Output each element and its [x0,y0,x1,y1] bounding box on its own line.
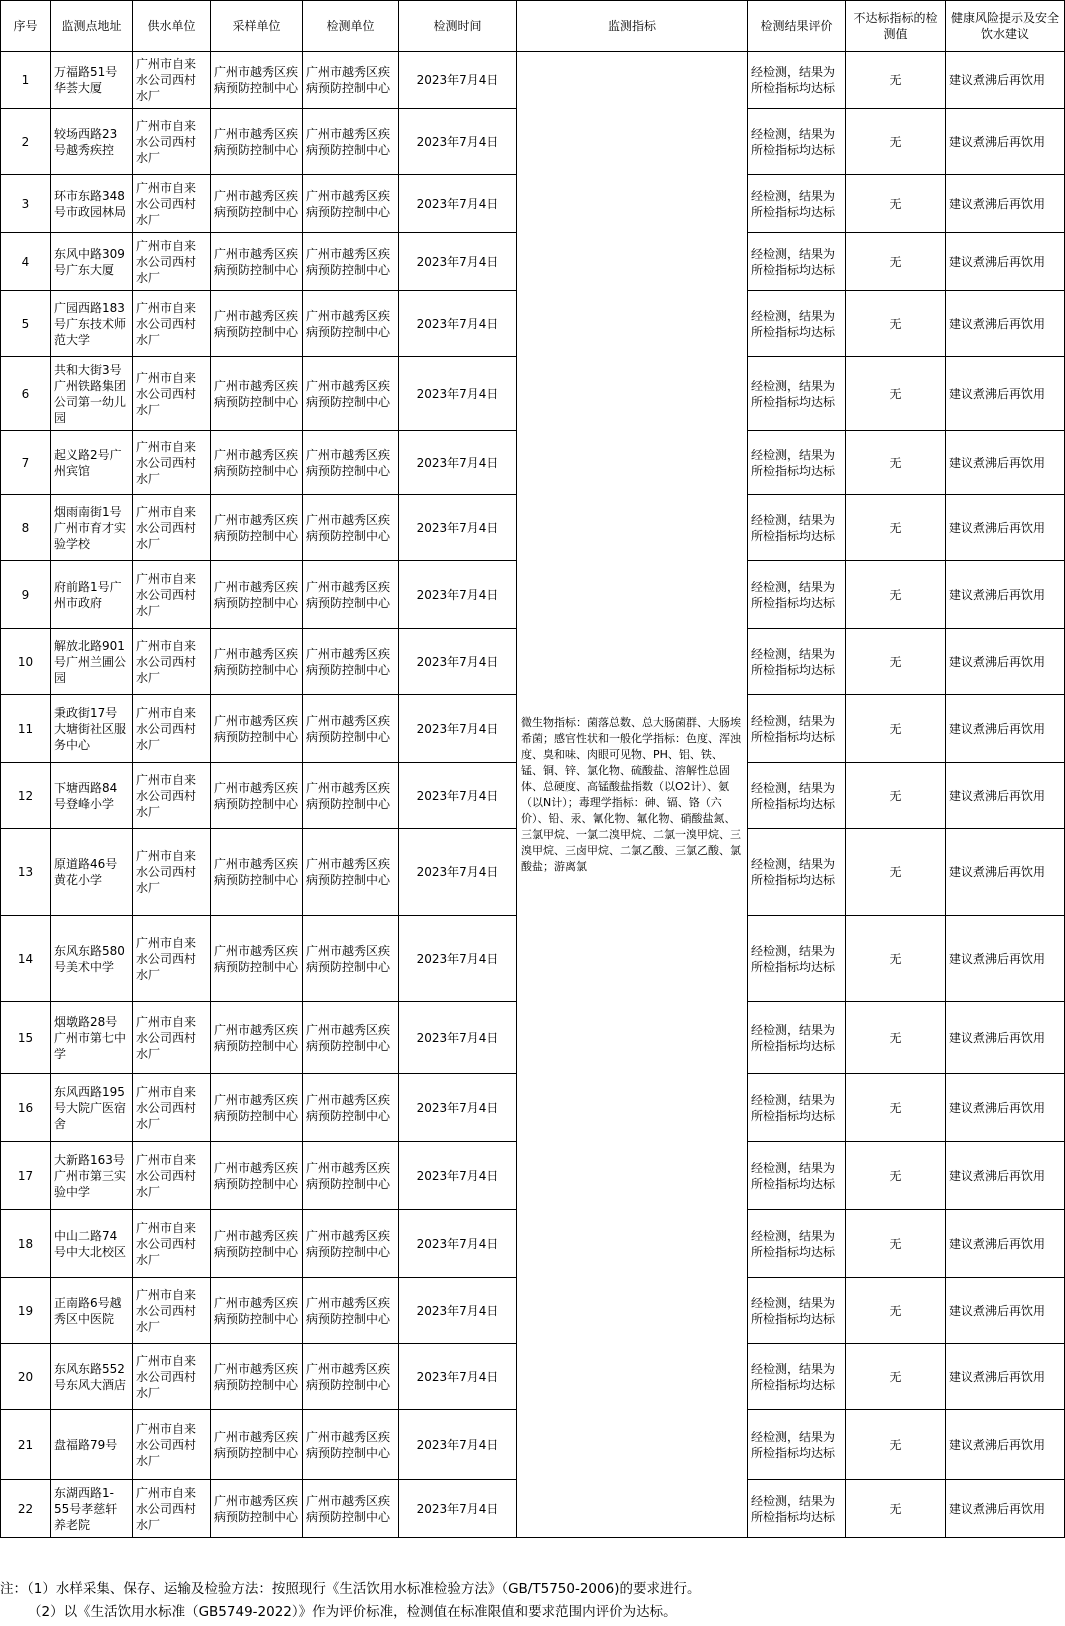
row-value: 无 [846,695,946,763]
row-tester: 广州市越秀区疾病预防控制中心 [303,1344,399,1410]
row-sampler: 广州市越秀区疾病预防控制中心 [211,1074,303,1142]
row-address: 解放北路901号广州兰圃公园 [51,629,133,695]
row-value: 无 [846,916,946,1002]
header-address: 监测点地址 [51,1,133,52]
row-number: 19 [1,1278,51,1344]
row-tester: 广州市越秀区疾病预防控制中心 [303,916,399,1002]
row-date: 2023年7月4日 [399,695,517,763]
row-advice: 建议煮沸后再饮用 [946,695,1065,763]
row-number: 18 [1,1210,51,1278]
row-sampler: 广州市越秀区疾病预防控制中心 [211,52,303,109]
row-sampler: 广州市越秀区疾病预防控制中心 [211,629,303,695]
row-supplier: 广州市自来水公司西村水厂 [133,561,211,629]
row-value: 无 [846,1142,946,1210]
row-value: 无 [846,357,946,431]
row-supplier: 广州市自来水公司西村水厂 [133,829,211,916]
row-date: 2023年7月4日 [399,357,517,431]
row-tester: 广州市越秀区疾病预防控制中心 [303,175,399,233]
row-sampler: 广州市越秀区疾病预防控制中心 [211,1344,303,1410]
row-address: 正南路6号越秀区中医院 [51,1278,133,1344]
row-advice: 建议煮沸后再饮用 [946,629,1065,695]
row-value: 无 [846,1074,946,1142]
row-result: 经检测，结果为所检指标均达标 [748,1410,846,1480]
row-advice: 建议煮沸后再饮用 [946,1210,1065,1278]
row-sampler: 广州市越秀区疾病预防控制中心 [211,829,303,916]
row-address: 万福路51号华荟大厦 [51,52,133,109]
row-date: 2023年7月4日 [399,629,517,695]
row-date: 2023年7月4日 [399,431,517,495]
row-result: 经检测，结果为所检指标均达标 [748,1278,846,1344]
row-date: 2023年7月4日 [399,1210,517,1278]
note-2: （2）以《生活饮用水标准（GB5749-2022）》作为评价标准，检测值在标准限值和要求范围内评价为达标。 [28,1604,677,1620]
row-sampler: 广州市越秀区疾病预防控制中心 [211,431,303,495]
row-sampler: 广州市越秀区疾病预防控制中心 [211,763,303,829]
row-date: 2023年7月4日 [399,561,517,629]
row-result: 经检测，结果为所检指标均达标 [748,916,846,1002]
row-advice: 建议煮沸后再饮用 [946,916,1065,1002]
row-advice: 建议煮沸后再饮用 [946,495,1065,561]
row-sampler: 广州市越秀区疾病预防控制中心 [211,1210,303,1278]
row-number: 9 [1,561,51,629]
header-supplier: 供水单位 [133,1,211,52]
row-value: 无 [846,829,946,916]
row-number: 22 [1,1480,51,1538]
row-value: 无 [846,1344,946,1410]
row-value: 无 [846,1410,946,1480]
row-supplier: 广州市自来水公司西村水厂 [133,1074,211,1142]
row-sampler: 广州市越秀区疾病预防控制中心 [211,233,303,291]
row-address: 较场西路23号越秀疾控 [51,109,133,175]
row-number: 7 [1,431,51,495]
row-advice: 建议煮沸后再饮用 [946,291,1065,357]
row-address: 烟墩路28号广州市第七中学 [51,1002,133,1074]
row-tester: 广州市越秀区疾病预防控制中心 [303,1410,399,1480]
row-sampler: 广州市越秀区疾病预防控制中心 [211,695,303,763]
row-number: 15 [1,1002,51,1074]
row-value: 无 [846,109,946,175]
row-result: 经检测，结果为所检指标均达标 [748,1210,846,1278]
row-value: 无 [846,629,946,695]
row-result: 经检测，结果为所检指标均达标 [748,1074,846,1142]
row-address: 下塘西路84号登峰小学 [51,763,133,829]
row-address: 烟雨南街1号广州市育才实验学校 [51,495,133,561]
row-result: 经检测，结果为所检指标均达标 [748,1142,846,1210]
row-address: 原道路46号黄花小学 [51,829,133,916]
row-tester: 广州市越秀区疾病预防控制中心 [303,291,399,357]
row-date: 2023年7月4日 [399,109,517,175]
header-row [1,1,1065,52]
row-date: 2023年7月4日 [399,1344,517,1410]
row-supplier: 广州市自来水公司西村水厂 [133,291,211,357]
row-result: 经检测，结果为所检指标均达标 [748,1002,846,1074]
row-address: 广园西路183号广东技术师范大学 [51,291,133,357]
header-value: 不达标指标的检测值 [846,1,946,52]
row-result: 经检测，结果为所检指标均达标 [748,1480,846,1538]
row-advice: 建议煮沸后再饮用 [946,431,1065,495]
row-address: 大新路163号广州市第三实验中学 [51,1142,133,1210]
row-date: 2023年7月4日 [399,1410,517,1480]
row-tester: 广州市越秀区疾病预防控制中心 [303,1002,399,1074]
row-date: 2023年7月4日 [399,1074,517,1142]
row-tester: 广州市越秀区疾病预防控制中心 [303,233,399,291]
row-sampler: 广州市越秀区疾病预防控制中心 [211,1142,303,1210]
row-number: 3 [1,175,51,233]
row-address: 起义路2号广州宾馆 [51,431,133,495]
row-number: 12 [1,763,51,829]
row-advice: 建议煮沸后再饮用 [946,175,1065,233]
row-result: 经检测，结果为所检指标均达标 [748,175,846,233]
indicators-cell: 微生物指标：菌落总数、总大肠菌群、大肠埃希菌；感官性状和一般化学指标：色度、浑浊度、臭和味、肉眼可见物、PH、铝、铁、锰、铜、锌、氯化物、硫酸盐、溶解性总固体、总硬度、高锰酸盐指数（以O2计）、氨（以N计）；毒理学指标：砷、镉、铬（六价）、铅、汞、氰化物、氟化物、硝酸盐氮、三氯甲烷、一氯二溴甲烷、二氯一溴甲烷、三溴甲烷、三卤甲烷、二氯乙酸、三氯乙酸、氯酸盐；游离氯 [517,52,748,1538]
row-address: 环市东路348号市政园林局 [51,175,133,233]
row-supplier: 广州市自来水公司西村水厂 [133,233,211,291]
header-result: 检测结果评价 [748,1,846,52]
row-number: 17 [1,1142,51,1210]
row-supplier: 广州市自来水公司西村水厂 [133,357,211,431]
row-result: 经检测，结果为所检指标均达标 [748,431,846,495]
row-value: 无 [846,561,946,629]
row-tester: 广州市越秀区疾病预防控制中心 [303,829,399,916]
row-advice: 建议煮沸后再饮用 [946,357,1065,431]
header-date: 检测时间 [399,1,517,52]
row-number: 8 [1,495,51,561]
row-date: 2023年7月4日 [399,495,517,561]
row-number: 16 [1,1074,51,1142]
row-supplier: 广州市自来水公司西村水厂 [133,1410,211,1480]
header-sampler: 采样单位 [211,1,303,52]
row-supplier: 广州市自来水公司西村水厂 [133,1210,211,1278]
row-supplier: 广州市自来水公司西村水厂 [133,495,211,561]
row-advice: 建议煮沸后再饮用 [946,1480,1065,1538]
row-value: 无 [846,1002,946,1074]
row-advice: 建议煮沸后再饮用 [946,1002,1065,1074]
row-date: 2023年7月4日 [399,829,517,916]
row-tester: 广州市越秀区疾病预防控制中心 [303,1210,399,1278]
row-result: 经检测，结果为所检指标均达标 [748,52,846,109]
row-address: 东风东路552号东风大酒店 [51,1344,133,1410]
row-result: 经检测，结果为所检指标均达标 [748,629,846,695]
row-advice: 建议煮沸后再饮用 [946,829,1065,916]
row-number: 20 [1,1344,51,1410]
row-result: 经检测，结果为所检指标均达标 [748,109,846,175]
row-sampler: 广州市越秀区疾病预防控制中心 [211,1002,303,1074]
row-result: 经检测，结果为所检指标均达标 [748,291,846,357]
row-result: 经检测，结果为所检指标均达标 [748,829,846,916]
row-date: 2023年7月4日 [399,1002,517,1074]
row-tester: 广州市越秀区疾病预防控制中心 [303,695,399,763]
row-address: 东风西路195号大院广医宿舍 [51,1074,133,1142]
row-advice: 建议煮沸后再饮用 [946,52,1065,109]
row-advice: 建议煮沸后再饮用 [946,1278,1065,1344]
table-body [1,52,1065,1538]
row-number: 2 [1,109,51,175]
row-value: 无 [846,763,946,829]
row-date: 2023年7月4日 [399,291,517,357]
row-address: 盘福路79号 [51,1410,133,1480]
row-sampler: 广州市越秀区疾病预防控制中心 [211,291,303,357]
row-supplier: 广州市自来水公司西村水厂 [133,1278,211,1344]
row-tester: 广州市越秀区疾病预防控制中心 [303,495,399,561]
row-sampler: 广州市越秀区疾病预防控制中心 [211,357,303,431]
row-date: 2023年7月4日 [399,1278,517,1344]
row-result: 经检测，结果为所检指标均达标 [748,695,846,763]
row-tester: 广州市越秀区疾病预防控制中心 [303,629,399,695]
header-advice: 健康风险提示及安全饮水建议 [946,1,1065,52]
row-date: 2023年7月4日 [399,1142,517,1210]
row-result: 经检测，结果为所检指标均达标 [748,1344,846,1410]
row-value: 无 [846,1210,946,1278]
row-number: 5 [1,291,51,357]
row-tester: 广州市越秀区疾病预防控制中心 [303,357,399,431]
row-address: 东风中路309号广东大厦 [51,233,133,291]
row-value: 无 [846,233,946,291]
row-number: 14 [1,916,51,1002]
row-supplier: 广州市自来水公司西村水厂 [133,52,211,109]
row-result: 经检测，结果为所检指标均达标 [748,763,846,829]
row-address: 府前路1号广州市政府 [51,561,133,629]
row-value: 无 [846,52,946,109]
row-number: 6 [1,357,51,431]
row-advice: 建议煮沸后再饮用 [946,763,1065,829]
row-address: 东风东路580号美术中学 [51,916,133,1002]
row-address: 中山二路74号中大北校区 [51,1210,133,1278]
row-value: 无 [846,1278,946,1344]
row-tester: 广州市越秀区疾病预防控制中心 [303,1480,399,1538]
row-sampler: 广州市越秀区疾病预防控制中心 [211,1480,303,1538]
row-supplier: 广州市自来水公司西村水厂 [133,1480,211,1538]
row-supplier: 广州市自来水公司西村水厂 [133,431,211,495]
row-advice: 建议煮沸后再饮用 [946,109,1065,175]
row-advice: 建议煮沸后再饮用 [946,1344,1065,1410]
row-supplier: 广州市自来水公司西村水厂 [133,1344,211,1410]
row-supplier: 广州市自来水公司西村水厂 [133,629,211,695]
row-sampler: 广州市越秀区疾病预防控制中心 [211,916,303,1002]
row-supplier: 广州市自来水公司西村水厂 [133,1142,211,1210]
row-number: 4 [1,233,51,291]
row-supplier: 广州市自来水公司西村水厂 [133,175,211,233]
row-tester: 广州市越秀区疾病预防控制中心 [303,431,399,495]
row-number: 10 [1,629,51,695]
row-tester: 广州市越秀区疾病预防控制中心 [303,1074,399,1142]
row-advice: 建议煮沸后再饮用 [946,561,1065,629]
notes [0,1578,1065,1624]
row-advice: 建议煮沸后再饮用 [946,1142,1065,1210]
row-advice: 建议煮沸后再饮用 [946,1074,1065,1142]
row-value: 无 [846,431,946,495]
row-sampler: 广州市越秀区疾病预防控制中心 [211,175,303,233]
row-date: 2023年7月4日 [399,763,517,829]
row-sampler: 广州市越秀区疾病预防控制中心 [211,495,303,561]
row-date: 2023年7月4日 [399,916,517,1002]
row-value: 无 [846,495,946,561]
row-supplier: 广州市自来水公司西村水厂 [133,763,211,829]
row-address: 共和大街3号广州铁路集团公司第一幼儿园 [51,357,133,431]
row-value: 无 [846,175,946,233]
header-tester: 检测单位 [303,1,399,52]
header-indicators: 监测指标 [517,1,748,52]
row-sampler: 广州市越秀区疾病预防控制中心 [211,1278,303,1344]
row-tester: 广州市越秀区疾病预防控制中心 [303,109,399,175]
row-result: 经检测，结果为所检指标均达标 [748,495,846,561]
row-result: 经检测，结果为所检指标均达标 [748,357,846,431]
row-tester: 广州市越秀区疾病预防控制中心 [303,1142,399,1210]
row-number: 13 [1,829,51,916]
row-tester: 广州市越秀区疾病预防控制中心 [303,763,399,829]
row-number: 1 [1,52,51,109]
row-tester: 广州市越秀区疾病预防控制中心 [303,561,399,629]
row-address: 秉政街17号大塘街社区服务中心 [51,695,133,763]
header-no: 序号 [1,1,51,52]
row-supplier: 广州市自来水公司西村水厂 [133,695,211,763]
row-date: 2023年7月4日 [399,1480,517,1538]
row-supplier: 广州市自来水公司西村水厂 [133,1002,211,1074]
row-advice: 建议煮沸后再饮用 [946,233,1065,291]
row-supplier: 广州市自来水公司西村水厂 [133,916,211,1002]
row-sampler: 广州市越秀区疾病预防控制中心 [211,109,303,175]
row-result: 经检测，结果为所检指标均达标 [748,233,846,291]
note-1: 注：（1）水样采集、保存、运输及检验方法：按照现行《生活饮用水标准检验方法》（GB/T5750-2006)的要求进行。 [0,1581,701,1597]
row-tester: 广州市越秀区疾病预防控制中心 [303,52,399,109]
row-supplier: 广州市自来水公司西村水厂 [133,109,211,175]
row-sampler: 广州市越秀区疾病预防控制中心 [211,1410,303,1480]
row-tester: 广州市越秀区疾病预防控制中心 [303,1278,399,1344]
row-number: 11 [1,695,51,763]
row-result: 经检测，结果为所检指标均达标 [748,561,846,629]
row-date: 2023年7月4日 [399,175,517,233]
row-sampler: 广州市越秀区疾病预防控制中心 [211,561,303,629]
row-date: 2023年7月4日 [399,52,517,109]
row-value: 无 [846,1480,946,1538]
table-row [1,52,1065,109]
row-date: 2023年7月4日 [399,233,517,291]
row-advice: 建议煮沸后再饮用 [946,1410,1065,1480]
row-value: 无 [846,291,946,357]
row-number: 21 [1,1410,51,1480]
row-address: 东湖西路1-55号孝慈轩养老院 [51,1480,133,1538]
